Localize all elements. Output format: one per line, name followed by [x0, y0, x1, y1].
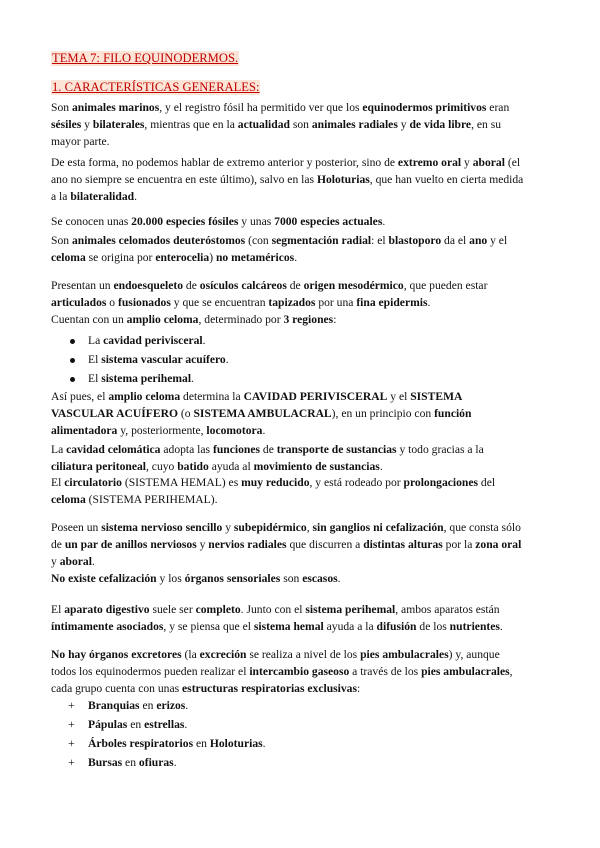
bold-term: osículos calcáreos — [199, 279, 287, 292]
bold-term: íntimamente asociados — [51, 620, 164, 633]
text-run: (o — [178, 407, 194, 420]
text-run: Son — [51, 234, 72, 247]
plus-bullet-icon: + — [68, 755, 75, 769]
text-run: y — [222, 521, 234, 534]
bold-term: tapizados — [268, 296, 316, 309]
text-run: (con — [245, 234, 272, 247]
text-run: y el — [387, 390, 411, 403]
text-run: son — [280, 572, 303, 585]
paragraph-line — [51, 459, 383, 474]
bold-term: Pápulas — [88, 718, 128, 731]
bold-term: circulatorio — [64, 476, 122, 489]
bold-term: ofiuras — [138, 756, 174, 769]
bold-term: fina epidermis — [356, 296, 428, 309]
bullet-list-item — [88, 352, 229, 367]
text-run: de — [51, 538, 65, 551]
text-run: suele ser — [149, 603, 196, 616]
bold-term: intercambio gaseoso — [249, 665, 350, 678]
paragraph-line — [51, 571, 341, 586]
bold-term: aparato digestivo — [64, 603, 150, 616]
bold-term: enterocelia — [155, 251, 210, 264]
bold-term: subepidérmico — [233, 521, 307, 534]
text-run: y todo gracias a la — [396, 443, 484, 456]
bold-term: celoma — [51, 251, 86, 264]
text-run: (SISTEMA HEMAL) es — [121, 476, 242, 489]
bullet-dot-icon — [70, 358, 75, 363]
text-run: a la — [51, 190, 71, 203]
text-run: La — [88, 334, 104, 347]
text-run: , y se piensa que el — [163, 620, 254, 633]
text-run: . — [262, 737, 266, 750]
bold-term: distintas alturas — [363, 538, 443, 551]
text-run: . — [382, 215, 386, 228]
bold-term: articulados — [51, 296, 107, 309]
bold-term: cavidad celomática — [66, 443, 161, 456]
text-run: . — [185, 699, 189, 712]
text-run: El — [88, 353, 102, 366]
text-run: Así pues, el — [51, 390, 109, 403]
bold-term: actualidad — [237, 118, 290, 131]
bold-term: completo — [195, 603, 241, 616]
bullet-dot-icon — [70, 377, 75, 382]
bullet-dot-icon — [70, 339, 75, 344]
text-run: da el — [441, 234, 470, 247]
bold-term: extremo oral — [397, 156, 462, 169]
bold-term: animales marinos — [71, 101, 160, 114]
paragraph-line — [51, 155, 520, 170]
bullet-list-item — [88, 717, 187, 732]
text-run: y que se encuentran — [170, 296, 269, 309]
plus-bullet-icon: + — [68, 717, 75, 731]
bold-term: aboral — [59, 555, 92, 568]
bullet-list-item — [88, 698, 188, 713]
text-run: Son — [51, 101, 72, 114]
paragraph-line — [51, 295, 430, 310]
text-run: . — [379, 460, 383, 473]
bold-term: No hay órganos excretores — [51, 648, 182, 661]
text-run: : el — [371, 234, 389, 247]
bold-term: endoesqueleto — [113, 279, 184, 292]
text-run: Cuentan con un — [51, 313, 127, 326]
bold-term: sistema hemal — [253, 620, 324, 633]
text-run: o — [106, 296, 118, 309]
text-run: (la — [181, 648, 200, 661]
paragraph-line — [51, 278, 487, 293]
text-run: todos los equinodermos pueden realizar el — [51, 665, 250, 678]
text-run: en — [193, 737, 210, 750]
bold-term: sistema nervioso sencillo — [101, 521, 223, 534]
bold-term: batido — [177, 460, 209, 473]
bold-term: celoma — [51, 493, 86, 506]
paragraph-line — [51, 406, 471, 421]
text-run: (el — [504, 156, 521, 169]
bold-term: pies ambulacrales — [360, 648, 449, 661]
bold-term: animales celomados deuteróstomos — [71, 234, 246, 247]
paragraph-line — [51, 312, 336, 327]
bullet-list-item — [88, 333, 206, 348]
text-run: y, posteriormente, — [117, 424, 207, 437]
paragraph-line — [51, 442, 484, 457]
bold-term: 20.000 especies fósiles — [131, 215, 239, 228]
text-run: y — [461, 156, 473, 169]
bold-term: excreción — [199, 648, 247, 661]
text-run: . — [262, 424, 266, 437]
text-run: en — [139, 699, 157, 712]
text-run: de los — [416, 620, 450, 633]
bold-term: de vida libre — [409, 118, 472, 131]
text-run: , y el registro fósil ha permitido ver que los — [159, 101, 363, 114]
text-run: . — [337, 572, 341, 585]
text-run: . — [173, 756, 177, 769]
text-run: (SISTEMA PERIHEMAL). — [85, 493, 218, 506]
text-run: de — [286, 279, 304, 292]
text-run: se origina por — [85, 251, 156, 264]
text-run: ano no siempre se encuentra en este último), salvo en las — [51, 173, 317, 186]
text-run: . — [134, 190, 137, 203]
text-run: por la — [442, 538, 476, 551]
bold-term: estructuras respiratorias exclusivas — [182, 682, 357, 695]
bold-term: amplio celoma — [126, 313, 199, 326]
bold-term: 3 regiones — [283, 313, 334, 326]
bold-term: sistema vascular acuífero — [101, 353, 226, 366]
text-run: ), en un principio con — [331, 407, 435, 420]
text-run: , mientras que en la — [144, 118, 238, 131]
bullet-list-item — [88, 755, 177, 770]
bold-term: órganos sensoriales — [184, 572, 281, 585]
bold-term: funciones — [212, 443, 260, 456]
paragraph-line — [51, 520, 521, 535]
text-run: . — [427, 296, 431, 309]
bold-term: blastoporo — [388, 234, 442, 247]
bold-term: VASCULAR ACUÍFERO — [51, 407, 179, 420]
bold-term: Holoturias — [316, 173, 370, 186]
bold-term: pies ambulacrales — [421, 665, 510, 678]
bullet-list-item — [88, 736, 266, 751]
bold-term: muy reducido — [241, 476, 310, 489]
bold-term: nutrientes — [449, 620, 500, 633]
bullet-list-item — [88, 371, 194, 386]
text-run: . — [191, 372, 194, 385]
text-run: por una — [315, 296, 357, 309]
text-run: . — [202, 334, 206, 347]
text-run: cada grupo cuenta con unas — [51, 682, 183, 695]
text-run: que discurren a — [286, 538, 364, 551]
bold-term: equinodermos primitivos — [362, 101, 487, 114]
text-run: , en su — [471, 118, 502, 131]
text-run: : — [357, 682, 361, 695]
paragraph-line — [51, 134, 110, 149]
bold-term: Branquias — [88, 699, 140, 712]
bold-term: SISTEMA — [410, 390, 463, 403]
bold-term: Bursas — [88, 756, 123, 769]
text-run: eran — [486, 101, 510, 114]
text-run: determina la — [180, 390, 244, 403]
paragraph-line — [51, 117, 501, 132]
text-run: . — [91, 555, 95, 568]
text-run: , cuyo — [146, 460, 178, 473]
bold-term: bilateralidad — [70, 190, 135, 203]
bold-term: origen mesodérmico — [303, 279, 404, 292]
bold-term: SISTEMA AMBULACRAL — [193, 407, 332, 420]
text-run: ) y, aunque — [448, 648, 500, 661]
text-run: y el — [487, 234, 508, 247]
text-run: son — [289, 118, 312, 131]
paragraph-line — [51, 681, 360, 696]
text-run: y unas — [238, 215, 275, 228]
bold-term: nervios radiales — [208, 538, 287, 551]
bold-term: sistema perihemal — [305, 603, 396, 616]
paragraph-line — [51, 554, 95, 569]
text-run: a través de los — [349, 665, 422, 678]
bold-term: alimentadora — [51, 424, 118, 437]
bold-term: ciliatura peritoneal — [51, 460, 146, 473]
paragraph-line — [51, 389, 462, 404]
bold-term: 7000 especies actuales — [274, 215, 383, 228]
bold-term: función — [434, 407, 472, 420]
text-run: , que consta sólo — [443, 521, 521, 534]
text-run: ayuda a la — [323, 620, 377, 633]
paragraph-line — [51, 423, 265, 438]
text-run: en — [122, 756, 139, 769]
text-run: y — [81, 118, 93, 131]
text-run: ) — [209, 251, 216, 264]
paragraph-line — [51, 100, 509, 115]
paragraph-line — [51, 475, 495, 490]
paragraph-line — [51, 492, 218, 507]
text-run: y — [51, 555, 60, 568]
paragraph-line — [51, 233, 507, 248]
bold-term: un par de anillos nerviosos — [64, 538, 197, 551]
paragraph-line — [51, 647, 500, 662]
paragraph-line — [51, 214, 385, 229]
plus-bullet-icon: + — [68, 698, 75, 712]
bold-term: sistema perihemal — [101, 372, 192, 385]
text-run: El — [88, 372, 102, 385]
text-run: , — [306, 521, 313, 534]
paragraph-line — [51, 189, 137, 204]
section-heading: 1. CARACTERÍSTICAS GENERALES: — [52, 80, 260, 94]
bold-term: fusionados — [118, 296, 171, 309]
bold-term: zona oral — [475, 538, 522, 551]
bold-term: sésiles — [51, 118, 82, 131]
bold-term: amplio celoma — [108, 390, 181, 403]
page-title: TEMA 7: FILO EQUINODERMOS. — [52, 51, 239, 65]
text-run: . — [225, 353, 229, 366]
bold-term: escasos — [302, 572, 338, 585]
bold-term: estrellas — [144, 718, 185, 731]
text-run: se realiza a nivel de los — [246, 648, 361, 661]
text-run: De esta forma, no podemos hablar de extremo anterior y posterior, sino de — [51, 156, 398, 169]
bold-term: ano — [469, 234, 488, 247]
text-run: : — [333, 313, 337, 326]
bold-term: aboral — [472, 156, 505, 169]
text-run: , que han vuelto en cierta medida — [369, 173, 524, 186]
text-run: El — [51, 476, 65, 489]
bold-term: bilaterales — [92, 118, 145, 131]
text-run: mayor parte. — [51, 135, 110, 148]
bold-term: cavidad perivisceral — [103, 334, 203, 347]
paragraph-line — [51, 602, 500, 617]
text-run: del — [478, 476, 496, 489]
text-run: adopta las — [160, 443, 213, 456]
text-run: , ambos aparatos están — [395, 603, 500, 616]
text-run: . Junto con el — [240, 603, 306, 616]
bold-term: prolongaciones — [403, 476, 479, 489]
bold-term: No existe cefalización — [51, 572, 157, 585]
paragraph-line — [51, 664, 513, 679]
text-run: , que pueden estar — [403, 279, 488, 292]
bold-term: difusión — [376, 620, 417, 633]
bold-term: animales radiales — [311, 118, 398, 131]
text-run: y los — [156, 572, 185, 585]
bold-term: CAVIDAD PERIVISCERAL — [243, 390, 388, 403]
text-run: El — [51, 603, 65, 616]
bold-term: segmentación radial — [271, 234, 372, 247]
bold-term: transporte de sustancias — [276, 443, 397, 456]
bold-term: Holoturias — [209, 737, 263, 750]
text-run: . — [184, 718, 188, 731]
text-run: La — [51, 443, 67, 456]
bold-term: movimiento de sustancias — [253, 460, 380, 473]
paragraph-line — [51, 172, 523, 187]
text-run: en — [127, 718, 145, 731]
text-run: ayuda al — [208, 460, 254, 473]
bold-term: no metaméricos — [215, 251, 295, 264]
text-run: y — [397, 118, 410, 131]
text-run: de — [260, 443, 277, 456]
paragraph-line — [51, 250, 297, 265]
text-run: , — [509, 665, 513, 678]
paragraph-line — [51, 619, 503, 634]
text-run: Presentan un — [51, 279, 114, 292]
bold-term: locomotora — [206, 424, 263, 437]
bold-term: sin ganglios ni cefalización — [312, 521, 444, 534]
text-run: . — [294, 251, 298, 264]
text-run: , y está rodeado por — [309, 476, 404, 489]
text-run: , determinado por — [198, 313, 284, 326]
plus-bullet-icon: + — [68, 736, 75, 750]
text-run: . — [499, 620, 503, 633]
text-run: Se conocen unas — [51, 215, 132, 228]
text-run: y — [196, 538, 209, 551]
text-run: Poseen un — [51, 521, 102, 534]
bold-term: Árboles respiratorios — [88, 737, 194, 750]
text-run: de — [183, 279, 200, 292]
paragraph-line — [51, 537, 521, 552]
bold-term: erizos — [156, 699, 186, 712]
